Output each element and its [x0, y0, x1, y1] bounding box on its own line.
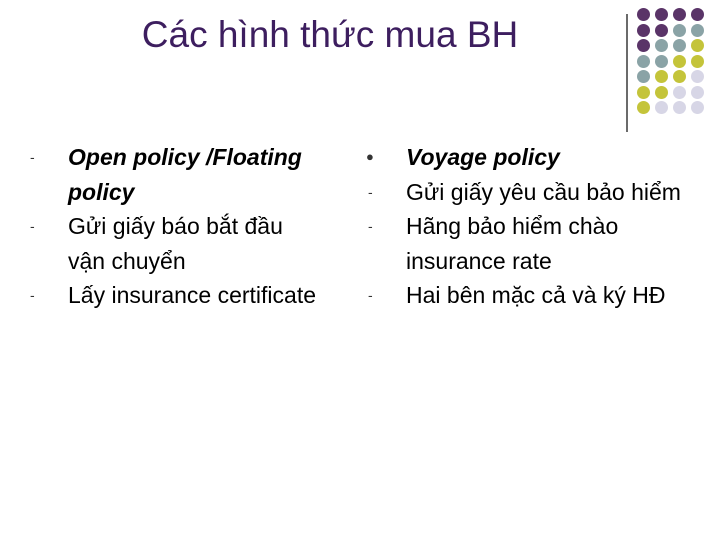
decorative-dot	[637, 101, 650, 114]
decorative-dot	[673, 24, 686, 37]
list-item-text: Lấy insurance certificate	[68, 282, 317, 308]
decorative-dot	[691, 8, 704, 21]
decorative-dot	[673, 55, 686, 68]
decorative-dot	[637, 39, 650, 52]
right-column	[362, 140, 692, 313]
dash-marker: -	[30, 287, 35, 303]
decorative-dot	[655, 70, 668, 83]
list-item	[362, 140, 692, 175]
decorative-dot	[691, 39, 704, 52]
decorative-dot-grid	[637, 8, 720, 120]
decorative-dot	[637, 86, 650, 99]
list-item	[362, 209, 692, 278]
left-column	[24, 140, 324, 313]
list-item-text: Hai bên mặc cả và ký HĐ	[406, 282, 666, 308]
list-item-text: Open policy /Floating policy	[68, 144, 302, 205]
decorative-dot	[673, 39, 686, 52]
list-item-text: Gửi giấy báo bắt đầu vận chuyển	[68, 213, 283, 274]
list-item	[362, 175, 692, 210]
list-item	[24, 140, 324, 209]
decorative-dot	[637, 70, 650, 83]
decorative-dot	[655, 39, 668, 52]
dash-marker: -	[30, 149, 35, 165]
decorative-dot	[655, 55, 668, 68]
list-item-text: Gửi giấy yêu cầu bảo hiểm	[406, 178, 681, 205]
decorative-dot	[673, 86, 686, 99]
decorative-dot	[637, 55, 650, 68]
decorative-dot	[655, 86, 668, 99]
decorative-dot	[691, 70, 704, 83]
list-item	[24, 278, 324, 313]
decorative-dot	[637, 24, 650, 37]
list-item-text: Hãng bảo hiểm chào insurance rate	[406, 213, 619, 274]
decorative-dot	[655, 24, 668, 37]
dash-marker: -	[368, 183, 373, 200]
dash-marker: -	[368, 287, 373, 303]
dash-marker: -	[30, 218, 35, 234]
decorative-divider	[626, 14, 628, 132]
list-item	[362, 278, 692, 313]
decorative-dot	[655, 8, 668, 21]
bullet-icon: ●	[366, 149, 374, 164]
decorative-dot	[637, 8, 650, 21]
decorative-dot	[691, 24, 704, 37]
decorative-dot	[655, 101, 668, 114]
decorative-dot	[691, 101, 704, 114]
list-item-text: Voyage policy	[406, 144, 560, 170]
decorative-dot	[673, 101, 686, 114]
decorative-dot	[691, 55, 704, 68]
decorative-dot	[691, 86, 704, 99]
decorative-dot	[673, 70, 686, 83]
slide-title: Các hình thức mua BH	[141, 14, 519, 55]
decorative-dot	[673, 8, 686, 21]
dash-marker: -	[368, 218, 373, 234]
list-item	[24, 209, 324, 278]
